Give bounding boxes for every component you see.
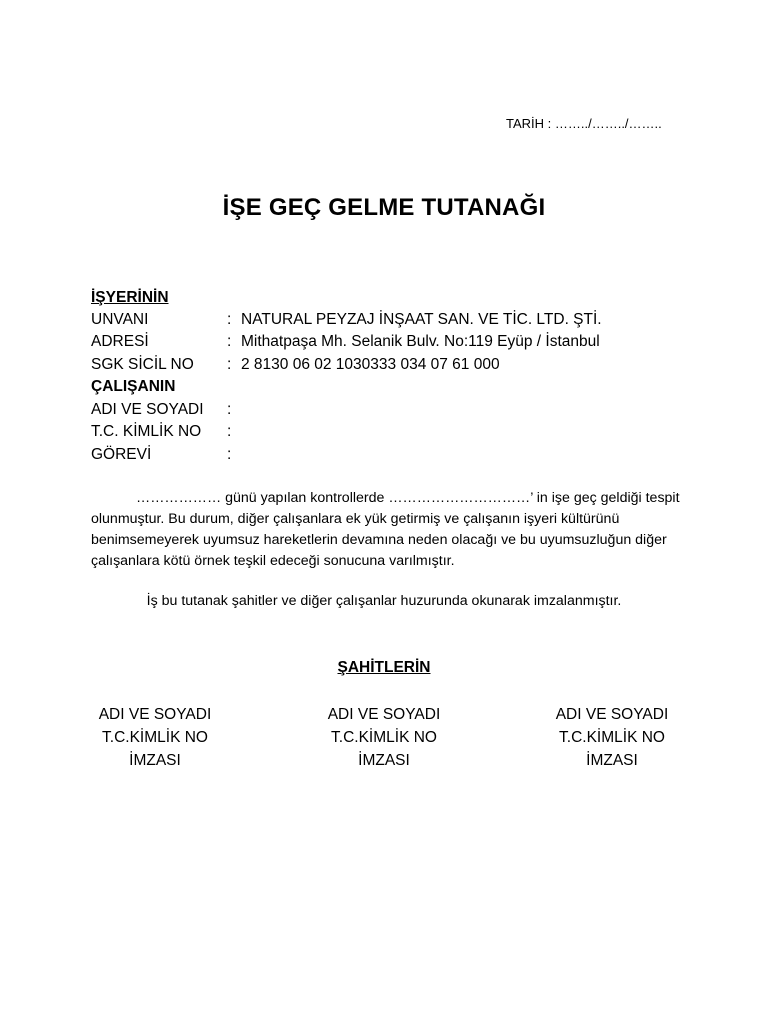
witness-column-3 — [522, 703, 702, 772]
witness-signature-label: İMZASI — [586, 752, 638, 769]
employer-title-value: NATURAL PEYZAJ İNŞAAT SAN. VE TİC. LTD. ŞTİ. — [241, 311, 602, 328]
employee-role-row — [91, 444, 241, 466]
employer-heading: İŞYERİNİN — [91, 289, 169, 306]
employee-id-row — [91, 421, 241, 443]
colon: : — [227, 333, 232, 350]
employer-title-label: UNVANI — [91, 311, 149, 328]
witness-id-label: T.C.KİMLİK NO — [102, 729, 208, 746]
closing-paragraph: İş bu tutanak şahitler ve diğer çalışanlar huzurunda okunarak imzalanmıştır. — [146, 593, 622, 609]
employer-title-row — [91, 309, 602, 331]
witness-id-label: T.C.KİMLİK NO — [331, 729, 437, 746]
employee-id-label: T.C. KİMLİK NO — [91, 423, 202, 440]
body-paragraph: ……………… günü yapılan kontrollerde …………………………’ in işe geç geldiği tespit olunmuştur. Bu durum, diğer çalışanlara ek yük getirmiş ve çalışanın işyeri kültürünü benimsemeyerek uyumsuz hareketlerin devamına neden olacağı ve bu uyumsuzluğun diğer çalışanlara kötü örnek teşkil edeceği sonucuna varılmıştır. — [91, 490, 680, 569]
colon: : — [227, 446, 232, 463]
witness-column-2 — [294, 703, 474, 772]
employer-address-label: ADRESİ — [91, 333, 149, 350]
body-paragraph-block — [91, 488, 681, 572]
witness-column-1 — [65, 703, 245, 772]
employee-role-label: GÖREVİ — [91, 446, 152, 463]
document-title: İŞE GEÇ GELME TUTANAĞI — [222, 194, 546, 221]
colon: : — [227, 423, 232, 440]
witness-name-label: ADI VE SOYADI — [327, 706, 441, 723]
witness-signature-label: İMZASI — [358, 752, 410, 769]
witnesses-heading: ŞAHİTLERİN — [337, 659, 431, 676]
colon: : — [227, 401, 232, 418]
employer-sgk-label: SGK SİCİL NO — [91, 356, 194, 373]
employer-address-value: Mithatpaşa Mh. Selanik Bulv. No:119 Eyüp / İstanbul — [241, 333, 600, 350]
witness-name-label: ADI VE SOYADI — [98, 706, 212, 723]
colon: : — [227, 356, 232, 373]
witness-id-label: T.C.KİMLİK NO — [559, 729, 665, 746]
employee-name-label: ADI VE SOYADI — [91, 401, 204, 418]
employer-sgk-value: 2 8130 06 02 1030333 034 07 61 000 — [241, 356, 500, 373]
date-line: TARİH : ……../……../…….. — [506, 116, 662, 131]
witness-signature-label: İMZASI — [129, 752, 181, 769]
employer-address-row — [91, 331, 600, 353]
colon: : — [227, 311, 232, 328]
witness-name-label: ADI VE SOYADI — [555, 706, 669, 723]
employee-name-row — [91, 399, 241, 421]
employer-sgk-row — [91, 354, 500, 376]
employee-heading: ÇALIŞANIN — [91, 378, 176, 395]
